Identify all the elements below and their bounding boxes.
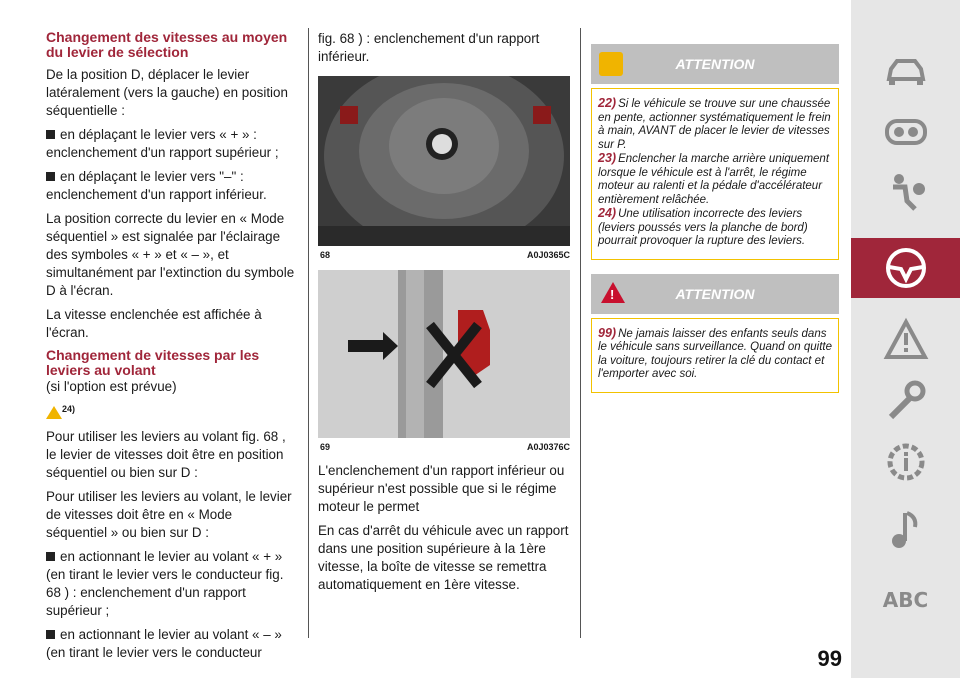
seat-safety-icon: [883, 169, 929, 215]
paragraph: Pour utiliser les leviers au volant fig. 68 , le levier de vitesses doit être en position séquentiel ou bien sur D :: [46, 429, 286, 480]
list-item: en actionnant le levier au volant « – » (en tirant le levier vers le conducteur: [46, 627, 282, 660]
attention-box: [591, 88, 839, 260]
paragraph: fig. 68 ) : enclenchement d'un rapport inférieur.: [318, 31, 540, 64]
heading-selector-lever: Changement des vitesses au moyen du levier de sélection: [46, 29, 288, 60]
warning-icon: [883, 317, 929, 363]
paragraph: De la position D, déplacer le levier latéralement (vers la gauche) en position séquentielle :: [46, 67, 288, 118]
paragraph: Pour utiliser les leviers au volant, le levier de vitesses doit être en « Mode séquentiel » ou bien sur D :: [46, 489, 292, 540]
attention-header: ! ATTENTION: [591, 274, 839, 314]
wrench-icon: [883, 377, 929, 423]
attention-item: 23) Enclencher la marche arrière uniquement lorsque le véhicule est à l'arrêt, le régime moteur au ralenti et la pédale d'accélérateur entièrement relâchée.: [598, 151, 830, 206]
attention-box: [591, 318, 839, 393]
warning-reference[interactable]: 24): [46, 404, 75, 422]
sidebar-item-maintenance[interactable]: [851, 370, 960, 430]
bullet-icon: [46, 130, 55, 139]
paragraph: L'enclenchement d'un rapport inférieur ou supérieur n'est possible que si le régime moteur le permet: [318, 463, 565, 514]
attention-header: ATTENTION: [591, 44, 839, 84]
bullet-icon: [46, 172, 55, 181]
column-right: [591, 44, 839, 393]
attention-item: 99) Ne jamais laisser des enfants seuls dans le véhicule sans surveillance. Quand on quitte la voiture, toujours retirer la clé du contact et l'emporter avec soi.: [598, 325, 832, 380]
attention-item: 22) Si le véhicule se trouve sur une chaussée en pente, actionner systématiquement le frein à main, AVANT de placer le levier de vitesses sur P.: [598, 96, 831, 151]
chapter-sidebar: [851, 0, 960, 678]
dashboard-icon: [883, 109, 929, 155]
list-item: en actionnant le levier au volant « + » (en tirant le levier vers le conducteur fig. 68 ) : enclenchement d'un rapport supérieur ;: [46, 549, 284, 618]
figure-caption: 69 A0J0376C: [320, 442, 570, 452]
sidebar-item-multimedia[interactable]: [851, 500, 960, 560]
sidebar-item-technical[interactable]: [851, 432, 960, 492]
steering-wheel-image: [318, 76, 570, 246]
figure-68: [318, 76, 570, 246]
figure-caption: 68 A0J0365C: [320, 250, 570, 260]
steering-wheel-icon: [883, 245, 929, 291]
paragraph: En cas d'arrêt du véhicule avec un rapport dans une position supérieure à la 1ère vitesse, la boîte de vitesse se remettra automatiquement en 1ère vitesse.: [318, 523, 569, 592]
car-icon: [883, 49, 929, 95]
info-gear-icon: [883, 439, 929, 485]
column-left: [46, 30, 296, 668]
sidebar-item-index[interactable]: ABC: [882, 588, 929, 612]
heading-steering-paddles: Changement de vitesses par les leviers au volant: [46, 347, 260, 378]
sidebar-item-safety[interactable]: [851, 162, 960, 222]
list-item: en déplaçant le levier vers "–" : enclenchement d'un rapport inférieur.: [46, 169, 267, 202]
page-number: 99: [817, 646, 842, 671]
attention-item: 24) Une utilisation incorrecte des leviers (leviers poussés vers la planche de bord) pourrait provoquer la rupture des leviers.: [598, 206, 808, 247]
paddle-lever-image: [318, 270, 570, 438]
column-divider: [308, 28, 309, 638]
figure-69: [318, 270, 570, 438]
sidebar-item-driving[interactable]: [851, 238, 960, 298]
column-divider: [580, 28, 581, 638]
list-item: en déplaçant le levier vers « + » : enclenchement d'un rapport supérieur ;: [46, 127, 279, 160]
music-note-icon: [883, 507, 929, 553]
sidebar-item-car[interactable]: [851, 42, 960, 102]
option-note: (si l'option est prévue): [46, 379, 177, 394]
bullet-icon: [46, 552, 55, 561]
sidebar-item-warnings[interactable]: [851, 310, 960, 370]
paragraph: La position correcte du levier en « Mode séquentiel » est signalée par l'éclairage des symboles « + » et « – », et simultanément par l'extinction du symbole D à l'écran.: [46, 211, 295, 298]
paragraph: La vitesse enclenchée est affichée à l'écran.: [46, 307, 262, 340]
column-middle: [318, 30, 572, 600]
warning-triangle-icon: [46, 406, 62, 419]
sidebar-item-dashboard[interactable]: [851, 102, 960, 162]
bullet-icon: [46, 630, 55, 639]
